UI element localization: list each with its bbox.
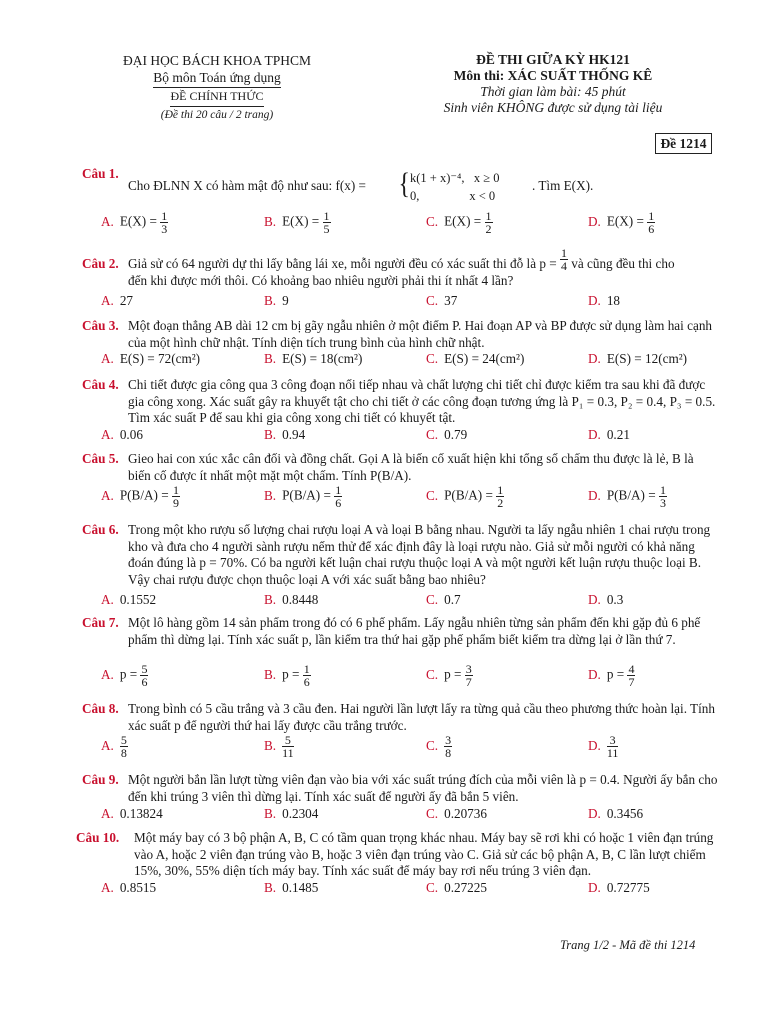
option-c[interactable]: C. P(B/A) = $\frac{1}{2}$ xyxy=(426,483,504,510)
question-text-end: . Tìm E(X). xyxy=(532,178,594,193)
official-label: ĐỀ CHÍNH THỨC xyxy=(170,88,263,107)
option-c[interactable]: C. 0.20736 xyxy=(426,806,487,821)
option-a[interactable]: A. 0.06 xyxy=(101,427,143,442)
option-d[interactable]: D. p = $\frac{4}{7}$ xyxy=(588,662,635,689)
question-number: Câu 3. xyxy=(82,318,119,333)
school-name: ĐẠI HỌC BÁCH KHOA TPHCM xyxy=(122,53,312,68)
option-c[interactable]: C. $\frac{3}{8}$ xyxy=(426,733,452,760)
option-d[interactable]: D. 0.3456 xyxy=(588,806,644,821)
question-text: Trong một kho rượu số lượng chai rượu loại A và loại B bằng nhau. Người ta lấy ngẫu nhiên 1 chai rượu trong kho và đưa cho 4 người sành rượu nếm thử để xác định đây là loại rượu nào. Giả sử mỗi người có khả năng đoán đúng là p = 70%. Có ba người kết luận chai rượu thuộc loại A và một người kết luận rượu thuộc loại B. Vậy chai rượu được chọn thuộc loại A với xác suất bằng bao nhiêu? xyxy=(128,522,711,587)
piecewise-case-1: k(1 + x)⁻⁴, x ≥ 0 xyxy=(410,171,500,185)
question-text: Một lô hàng gồm 14 sản phẩm trong đó có 6 phế phẩm. Lấy ngẫu nhiên từng sản phẩm đến khi gặp đủ 6 phế phẩm thì dừng lại. Tính xác suất p, lần kiểm tra thứ hai gặp phế phẩm biết kiểm tra dừng lại ở lần thứ 7. xyxy=(128,615,701,647)
piecewise-case-2: 0, x < 0 xyxy=(410,189,496,203)
question-6 xyxy=(82,522,718,588)
question-10 xyxy=(76,830,718,880)
option-d[interactable]: D. P(B/A) = $\frac{1}{3}$ xyxy=(588,483,666,510)
question-number: Câu 10. xyxy=(76,830,120,845)
option-d[interactable]: D. 18 xyxy=(588,293,621,308)
question-text: Trong bình có 5 cầu trắng và 3 cầu đen. Hai người lần lượt lấy ra từng quả cầu theo phương thức hoàn lại. Tính xác suất p để người thứ hai lấy được cầu trắng trước. xyxy=(128,701,715,733)
question-text: Một đoạn thẳng AB dài 12 cm bị gãy ngẫu nhiên ở một điểm P. Hai đoạn AP và BP được sử dụng làm hai cạnh của một hình chữ nhật. Tính diện tích trung bình của hình chữ nhật. xyxy=(128,318,713,350)
question-7 xyxy=(82,615,718,648)
option-a[interactable]: A. 0.8515 xyxy=(101,880,157,895)
option-d[interactable]: D. 0.3 xyxy=(588,592,624,607)
question-8 xyxy=(82,701,718,734)
option-b[interactable]: B. 0.8448 xyxy=(264,592,319,607)
department-name: Bộ môn Toán ứng dụng xyxy=(153,69,281,88)
option-d[interactable]: D. $\frac{3}{11}$ xyxy=(588,733,619,760)
option-a[interactable]: A. E(S) = 72(cm²) xyxy=(101,351,201,366)
school-header xyxy=(112,52,322,124)
question-9 xyxy=(82,772,718,805)
question-1: Câu 1. Cho ĐLNN X có hàm mật độ như sau: f(x) = { k(1 + x)⁻⁴, x ≥ 0 0, x < 0 . Tìm E(X). xyxy=(82,166,594,203)
option-a[interactable]: A. P(B/A) = $\frac{1}{9}$ xyxy=(101,483,179,510)
option-c[interactable]: C. E(X) = $\frac{1}{2}$ xyxy=(426,209,492,236)
option-b[interactable]: B. E(S) = 18(cm²) xyxy=(264,351,363,366)
question-number: Câu 8. xyxy=(82,701,119,716)
option-b[interactable]: B. P(B/A) = $\frac{1}{6}$ xyxy=(264,483,342,510)
question-number: Câu 4. xyxy=(82,377,119,392)
exam-code: Đề 1214 xyxy=(655,133,712,154)
option-d[interactable]: D. 0.21 xyxy=(588,427,630,442)
option-d[interactable]: D. E(X) = $\frac{1}{6}$ xyxy=(588,209,655,236)
option-c[interactable]: C. 0.79 xyxy=(426,427,468,442)
exam-subject: Môn thi: XÁC SUẤT THỐNG KÊ xyxy=(453,68,653,83)
option-b[interactable]: B. 9 xyxy=(264,293,289,308)
option-b[interactable]: B. p = $\frac{1}{6}$ xyxy=(264,662,310,689)
question-text: Cho ĐLNN X có hàm mật độ như sau: f(x) = xyxy=(128,178,366,193)
option-c[interactable]: C. 0.7 xyxy=(426,592,461,607)
question-text: Gieo hai con xúc xắc cân đối và đồng chất. Gọi A là biến cố xuất hiện khi tổng số chấm thu được là lẻ, B là biến cố được ít nhất một mặt một chấm. Tính P(B/A). xyxy=(128,451,694,483)
question-number: Câu 2. xyxy=(82,256,119,271)
option-d[interactable]: D. E(S) = 12(cm²) xyxy=(588,351,688,366)
question-text: Một người bắn lần lượt từng viên đạn vào bia với xác suất trúng đích của mỗi viên là p = 0.4. Người ấy bắn cho đến khi trúng 3 viên thì dừng lại. Tính xác suất để người ấy đã bắn 5 viên. xyxy=(128,772,718,804)
option-c[interactable]: C. E(S) = 24(cm²) xyxy=(426,351,525,366)
page-footer: Trang 1/2 - Mã đề thi 1214 xyxy=(560,938,696,952)
question-5 xyxy=(82,451,718,484)
option-b[interactable]: B. 0.94 xyxy=(264,427,306,442)
option-a[interactable]: A. p = $\frac{5}{6}$ xyxy=(101,662,148,689)
question-2: Câu 2. Giả sử có 64 người dự thi lấy bằng lái xe, mỗi người đều có xác suất thi đỗ là p = $\frac{1}{4}$ và cũng đều thi cho đến khi được mới thôi. Có khoảng bao nhiêu người phải thi ít nhất 4 lần? xyxy=(82,246,675,288)
option-b[interactable]: B. $\frac{5}{11}$ xyxy=(264,733,294,760)
option-c[interactable]: C. 37 xyxy=(426,293,458,308)
exam-info: (Đề thi 20 câu / 2 trang) xyxy=(160,109,274,121)
question-number: Câu 1. xyxy=(82,166,119,181)
question-text: Chi tiết được gia công qua 3 công đoạn nối tiếp nhau và chất lượng chi tiết chỉ được kiểm tra sau khi đã được gia công xong. Xác suất gây ra khuyết tật cho chi tiết ở các công đoạn tương ứng là P₁ = 0.3, P₂ = 0.4, P₃ = 0.5. Tìm xác suất P để sau khi gia công xong chi tiết có khuyết tật. xyxy=(128,377,716,425)
question-4 xyxy=(82,377,718,427)
option-a[interactable]: A. 0.1552 xyxy=(101,592,157,607)
exam-duration: Thời gian làm bài: 45 phút xyxy=(480,84,626,99)
option-d[interactable]: D. 0.72775 xyxy=(588,880,650,895)
question-text: Một máy bay có 3 bộ phận A, B, C có tầm quan trọng khác nhau. Máy bay sẽ rơi khi có hoặc 1 viên đạn trúng vào A, hoặc 2 viên đạn trúng vào B, hoặc 3 viên đạn trúng vào C. Giả sử các bộ phận A, B, C lần lượt chiếm 15%, 30%, 55% diện tích máy bay. Tính xác suất để máy bay rơi nếu trúng 3 viên đạn. xyxy=(134,830,714,878)
option-a[interactable]: A. $\frac{5}{8}$ xyxy=(101,733,127,760)
option-b[interactable]: B. 0.1485 xyxy=(264,880,319,895)
option-b[interactable]: B. E(X) = $\frac{1}{5}$ xyxy=(264,209,330,236)
option-c[interactable]: C. 0.27225 xyxy=(426,880,487,895)
option-a[interactable]: A. 0.13824 xyxy=(101,806,163,821)
question-3 xyxy=(82,318,718,351)
question-number: Câu 7. xyxy=(82,615,119,630)
option-a[interactable]: A. 27 xyxy=(101,293,134,308)
question-number: Câu 6. xyxy=(82,522,119,537)
exam-header xyxy=(388,52,718,116)
question-number: Câu 9. xyxy=(82,772,119,787)
exam-rule: Sinh viên KHÔNG được sử dụng tài liệu xyxy=(443,100,663,115)
exam-title: ĐỀ THI GIỮA KỲ HK121 xyxy=(476,52,630,67)
option-b[interactable]: B. 0.2304 xyxy=(264,806,319,821)
option-c[interactable]: C. p = $\frac{3}{7}$ xyxy=(426,662,472,689)
option-a[interactable]: A. E(X) = $\frac{1}{3}$ xyxy=(101,209,168,236)
question-number: Câu 5. xyxy=(82,451,119,466)
question-text: Giả sử có 64 người dự thi lấy bằng lái xe, mỗi người đều có xác suất thi đỗ là p = xyxy=(128,256,557,271)
